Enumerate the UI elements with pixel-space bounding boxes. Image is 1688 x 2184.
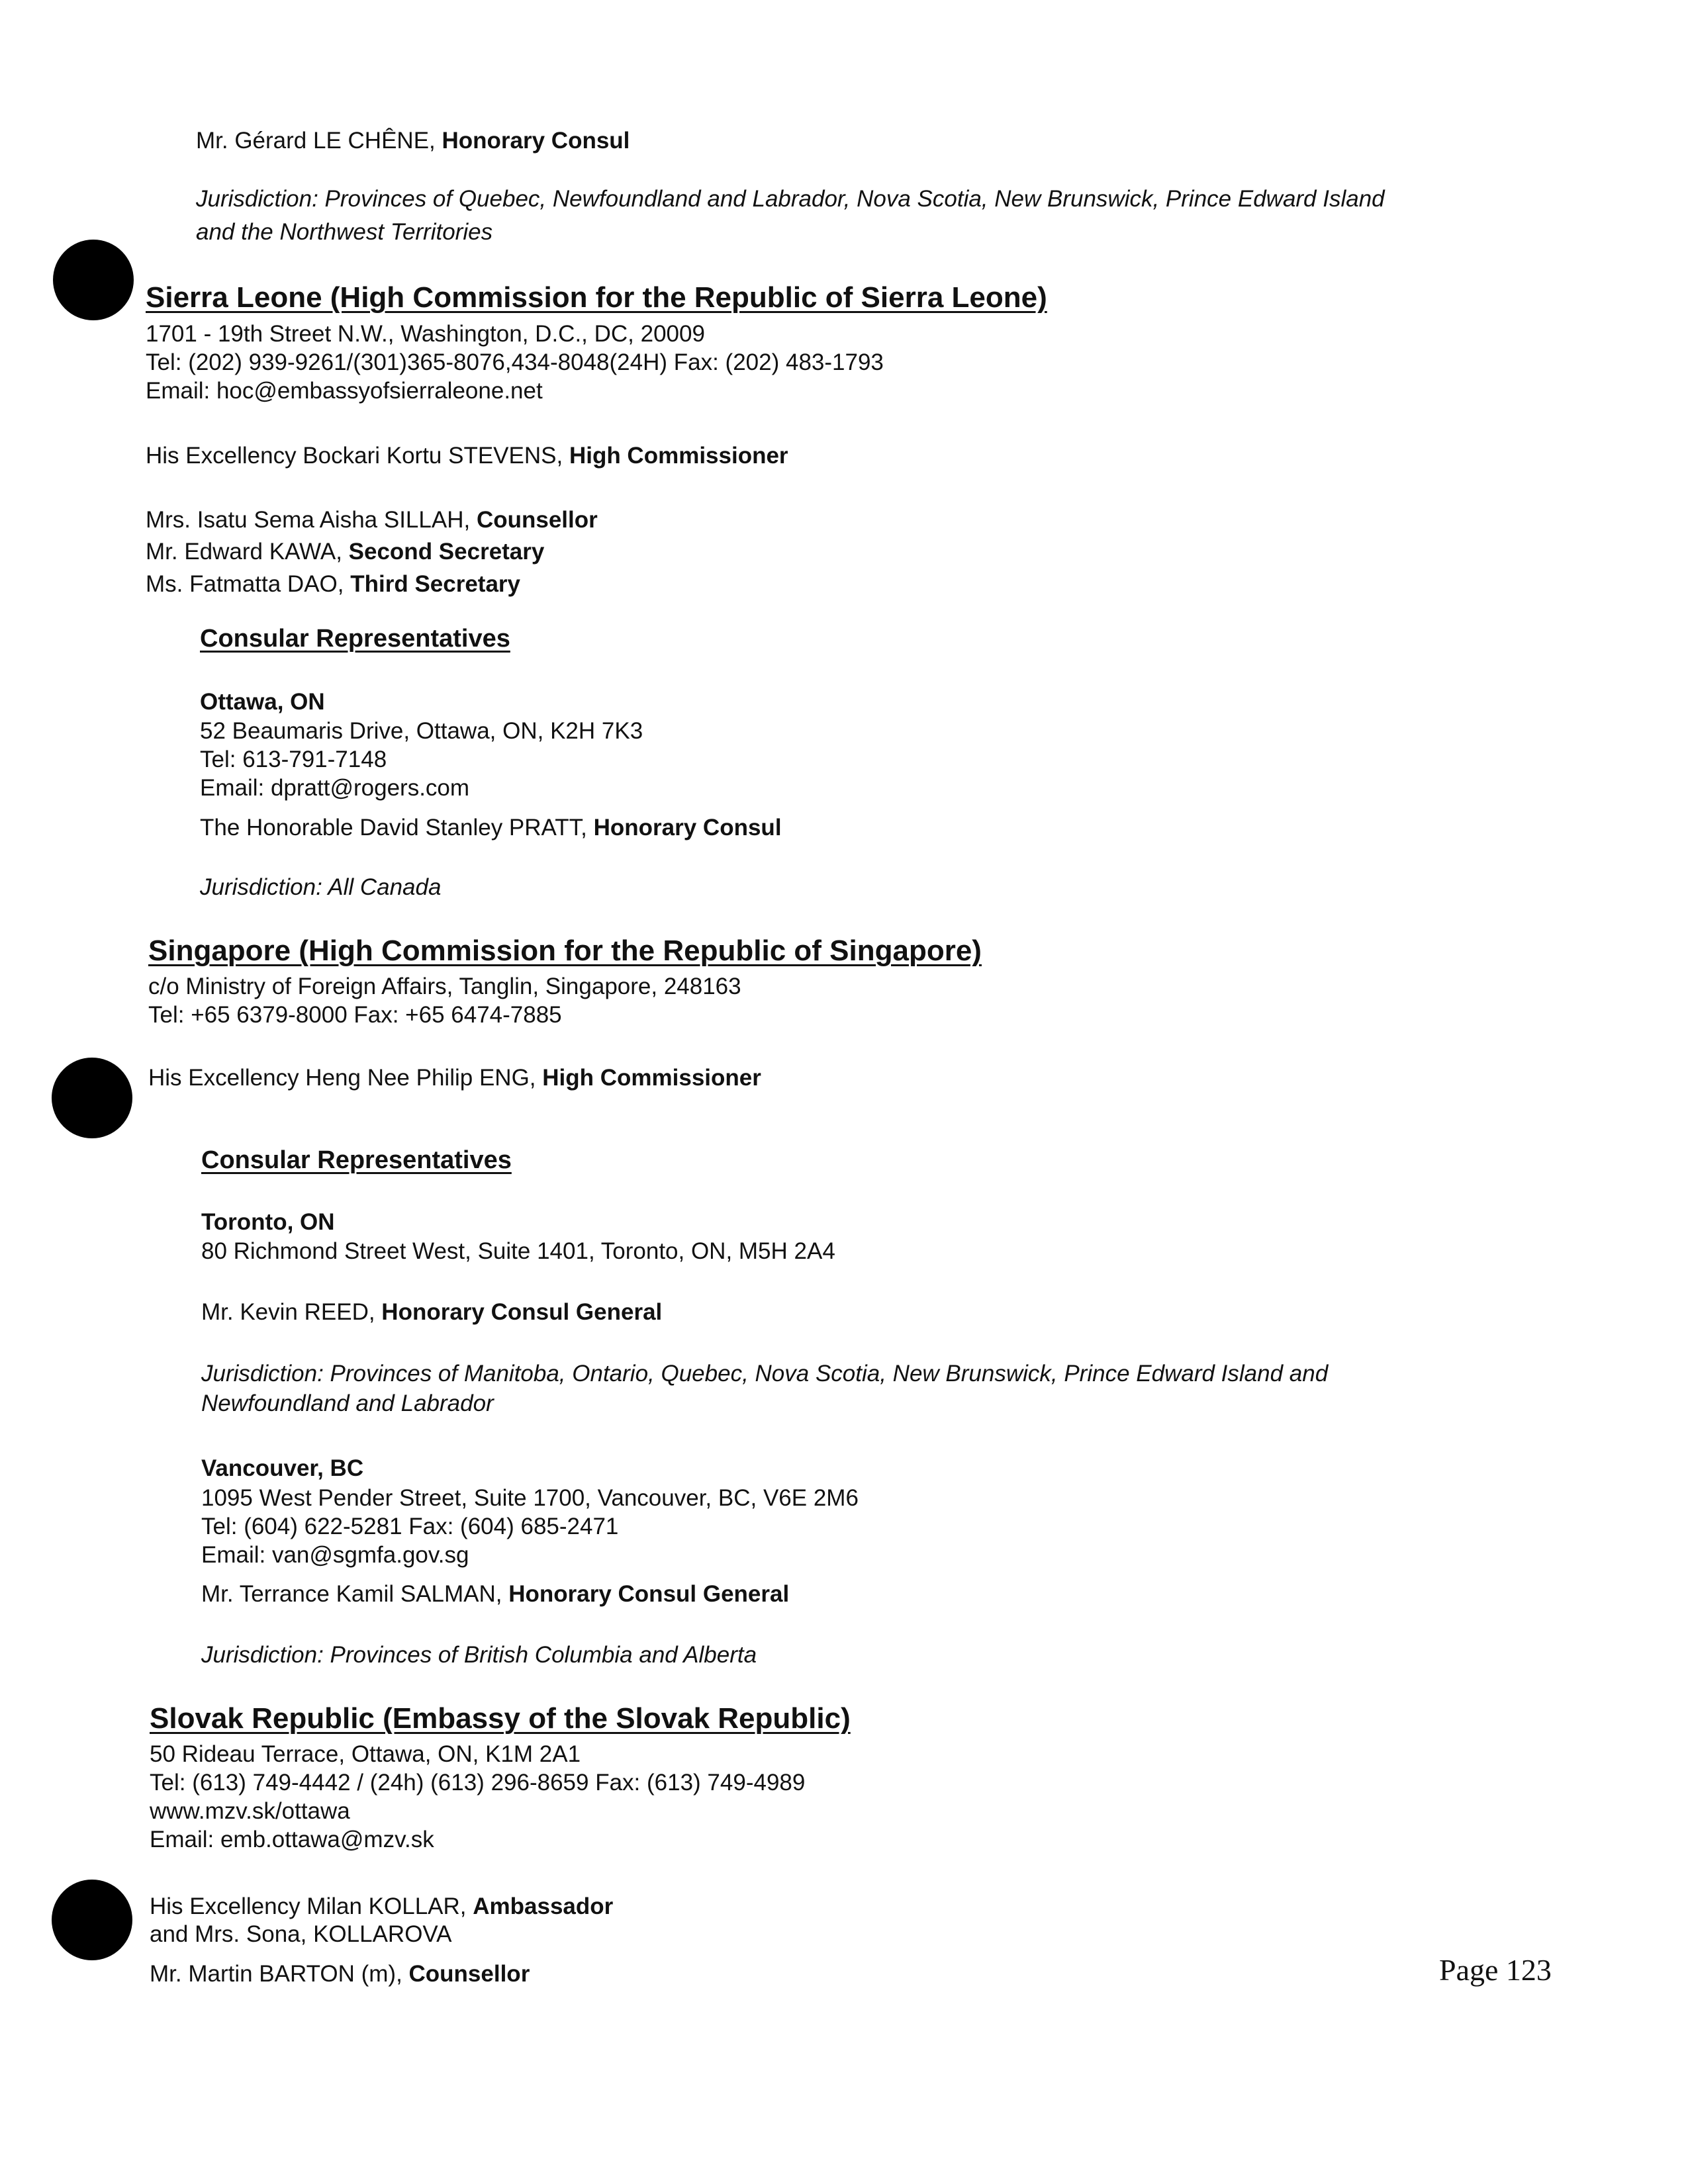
staff-title: Third Secretary [350,571,521,597]
singapore-address: c/o Ministry of Foreign Affairs, Tanglin, Singapore, 248163 [148,974,741,999]
slovak-republic-address: 50 Rideau Terrace, Ottawa, ON, K1M 2A1 [150,1741,581,1767]
person-name: Mr. Terrance Kamil SALMAN, [201,1581,509,1607]
sierra-leone-consular-heading: Consular Representatives [200,625,510,653]
staff-name: Mrs. Isatu Sema Aisha SILLAH, [146,507,477,533]
top-entry-jurisdiction-1: Jurisdiction: Provinces of Quebec, Newfoundland and Labrador, Nova Scotia, New Brunswick, Prince Edward Island [196,186,1385,212]
staff-title: Second Secretary [348,539,545,565]
punch-hole-top [53,240,134,320]
staff-title: Counsellor [476,507,598,533]
punch-hole-bottom [52,1880,132,1960]
consulate-person [201,1298,662,1326]
consulate-person [201,1580,789,1608]
consulate-address: 1095 West Pender Street, Suite 1700, Vancouver, BC, V6E 2M6 [201,1485,859,1511]
consulate-person [200,814,782,842]
page-number: Page 123 [1439,1953,1552,1987]
sierra-leone-staff-4 [146,570,520,598]
consulate-email: Email: dpratt@rogers.com [200,775,470,801]
sierra-leone-heading: Sierra Leone (High Commission for the Republic of Sierra Leone) [146,281,1047,314]
staff-title: High Commissioner [542,1065,761,1091]
consulate-city: Vancouver, BC [201,1455,364,1481]
top-entry-jurisdiction-2: and the Northwest Territories [196,219,493,245]
sierra-leone-staff-3 [146,538,544,566]
sierra-leone-email: Email: hoc@embassyofsierraleone.net [146,378,543,404]
singapore-heading: Singapore (High Commission for the Republic of Singapore) [148,934,982,967]
sierra-leone-staff-2 [146,506,598,534]
staff-name: His Excellency Heng Nee Philip ENG, [148,1065,543,1091]
consulate-tel: Tel: (604) 622-5281 Fax: (604) 685-2471 [201,1514,619,1539]
punch-hole-middle [52,1058,132,1138]
person-name: Mr. Kevin REED, [201,1299,382,1325]
staff-title: Counsellor [408,1961,530,1987]
consulate-tel: Tel: 613-791-7148 [200,747,387,772]
slovak-republic-tel: Tel: (613) 749-4442 / (24h) (613) 296-8659 Fax: (613) 749-4989 [150,1770,806,1796]
staff-name: Mr. Martin BARTON (m), [150,1961,409,1987]
slovak-staff-1 [150,1893,613,1921]
person-title: Honorary Consul General [508,1581,790,1607]
slovak-staff-2 [150,1921,452,1948]
consulate-address: 80 Richmond Street West, Suite 1401, Toronto, ON, M5H 2A4 [201,1238,835,1264]
consulate-jurisdiction-1: Jurisdiction: Provinces of Manitoba, Ontario, Quebec, Nova Scotia, New Brunswick, Prince Edward Island and [201,1361,1329,1387]
sierra-leone-address: 1701 - 19th Street N.W., Washington, D.C., DC, 20009 [146,321,705,347]
staff-name: and Mrs. Sona, KOLLAROVA [150,1921,452,1947]
singapore-consular-heading: Consular Representatives [201,1146,512,1174]
staff-name: Mr. Edward KAWA, [146,539,349,565]
person-name: Mr. Gérard LE CHÊNE, [196,128,442,154]
consulate-email: Email: van@sgmfa.gov.sg [201,1542,469,1568]
slovak-republic-web: www.mzv.sk/ottawa [150,1798,350,1824]
consulate-jurisdiction: Jurisdiction: Provinces of British Columbia and Alberta [201,1642,757,1668]
person-title: Honorary Consul [442,128,630,154]
slovak-staff-3 [150,1960,530,1988]
consulate-city: Toronto, ON [201,1209,335,1235]
consulate-jurisdiction: Jurisdiction: All Canada [200,874,442,900]
consulate-city: Ottawa, ON [200,689,325,715]
sierra-leone-staff-1 [146,442,788,470]
slovak-republic-heading: Slovak Republic (Embassy of the Slovak Republic) [150,1702,851,1735]
singapore-staff-1 [148,1064,761,1092]
staff-title: Ambassador [473,1893,614,1919]
staff-name: Ms. Fatmatta DAO, [146,571,351,597]
staff-name: His Excellency Bockari Kortu STEVENS, [146,443,569,469]
person-title: Honorary Consul General [381,1299,663,1325]
top-entry-person [196,127,630,155]
staff-title: High Commissioner [569,443,788,469]
consulate-address: 52 Beaumaris Drive, Ottawa, ON, K2H 7K3 [200,718,643,744]
person-title: Honorary Consul [593,815,782,841]
sierra-leone-tel: Tel: (202) 939-9261/(301)365-8076,434-8048(24H) Fax: (202) 483-1793 [146,349,884,375]
person-name: The Honorable David Stanley PRATT, [200,815,594,841]
slovak-republic-email: Email: emb.ottawa@mzv.sk [150,1827,434,1852]
singapore-tel: Tel: +65 6379-8000 Fax: +65 6474-7885 [148,1002,562,1028]
consulate-jurisdiction-2: Newfoundland and Labrador [201,1390,494,1416]
staff-name: His Excellency Milan KOLLAR, [150,1893,473,1919]
